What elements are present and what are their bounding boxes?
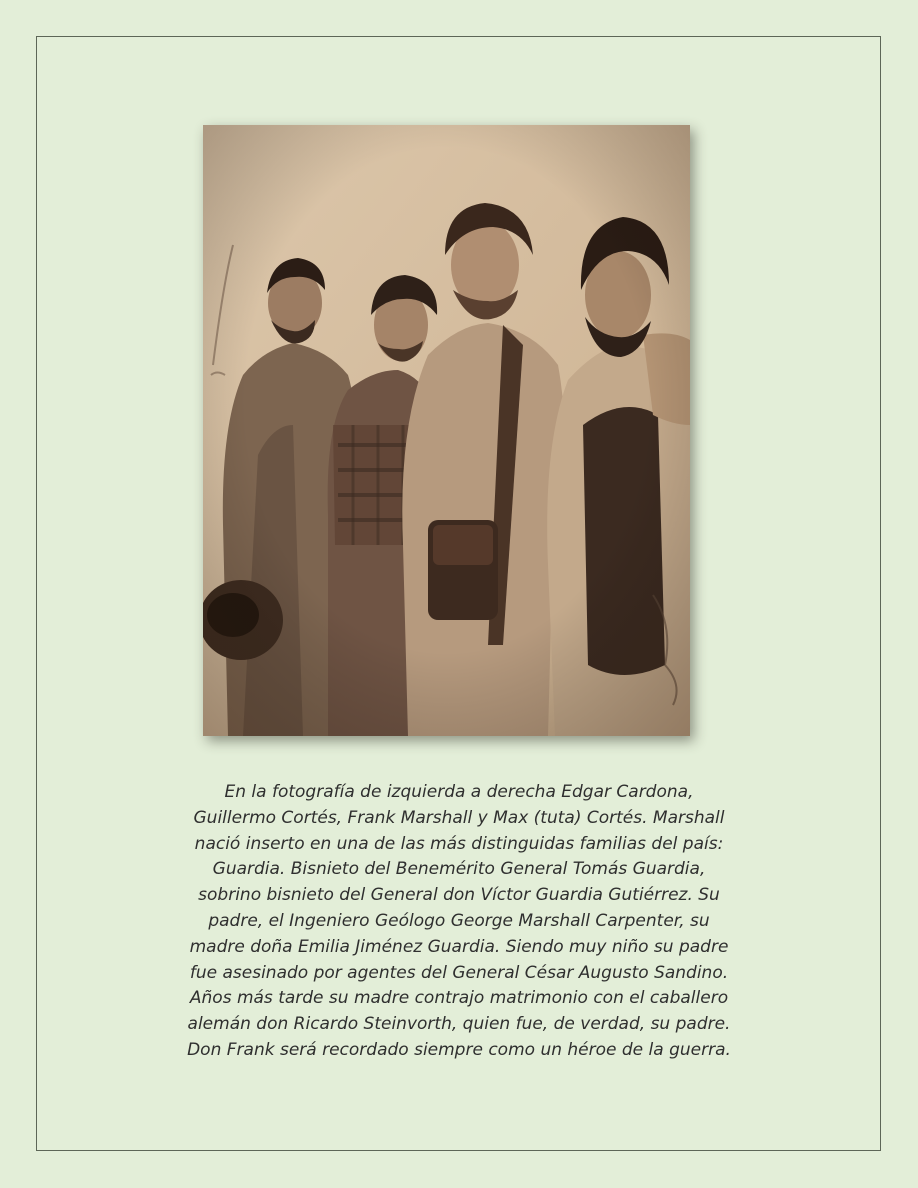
- caption-line: alemán don Ricardo Steinvorth, quien fue, de verdad, su padre.: [187, 1014, 731, 1035]
- caption-line: fue asesinado por agentes del General César Augusto Sandino.: [189, 962, 729, 983]
- caption-line: Años más tarde su madre contrajo matrimonio con el caballero: [189, 988, 729, 1009]
- caption-line: En la fotografía de izquierda a derecha Edgar Cardona,: [224, 782, 694, 802]
- caption-line: Guardia. Bisnieto del Benemérito General Tomás Guardia,: [212, 859, 706, 880]
- caption-line: sobrino bisnieto del General don Víctor Guardia Gutiérrez. Su: [198, 885, 720, 906]
- caption-line: Don Frank será recordado siempre como un héroe de la guerra.: [187, 1039, 731, 1060]
- caption-line: nació inserto en una de las más distinguidas familias del país:: [194, 833, 724, 854]
- historical-photo: [203, 125, 690, 736]
- caption-line: padre, el Ingeniero Geólogo George Marshall Carpenter, su: [208, 910, 710, 931]
- caption-line: madre doña Emilia Jiménez Guardia. Siendo muy niño su padre: [189, 936, 729, 957]
- caption-line: Guillermo Cortés, Frank Marshall y Max (tuta) Cortés. Marshall: [193, 807, 725, 828]
- photo-caption: [106, 780, 812, 1064]
